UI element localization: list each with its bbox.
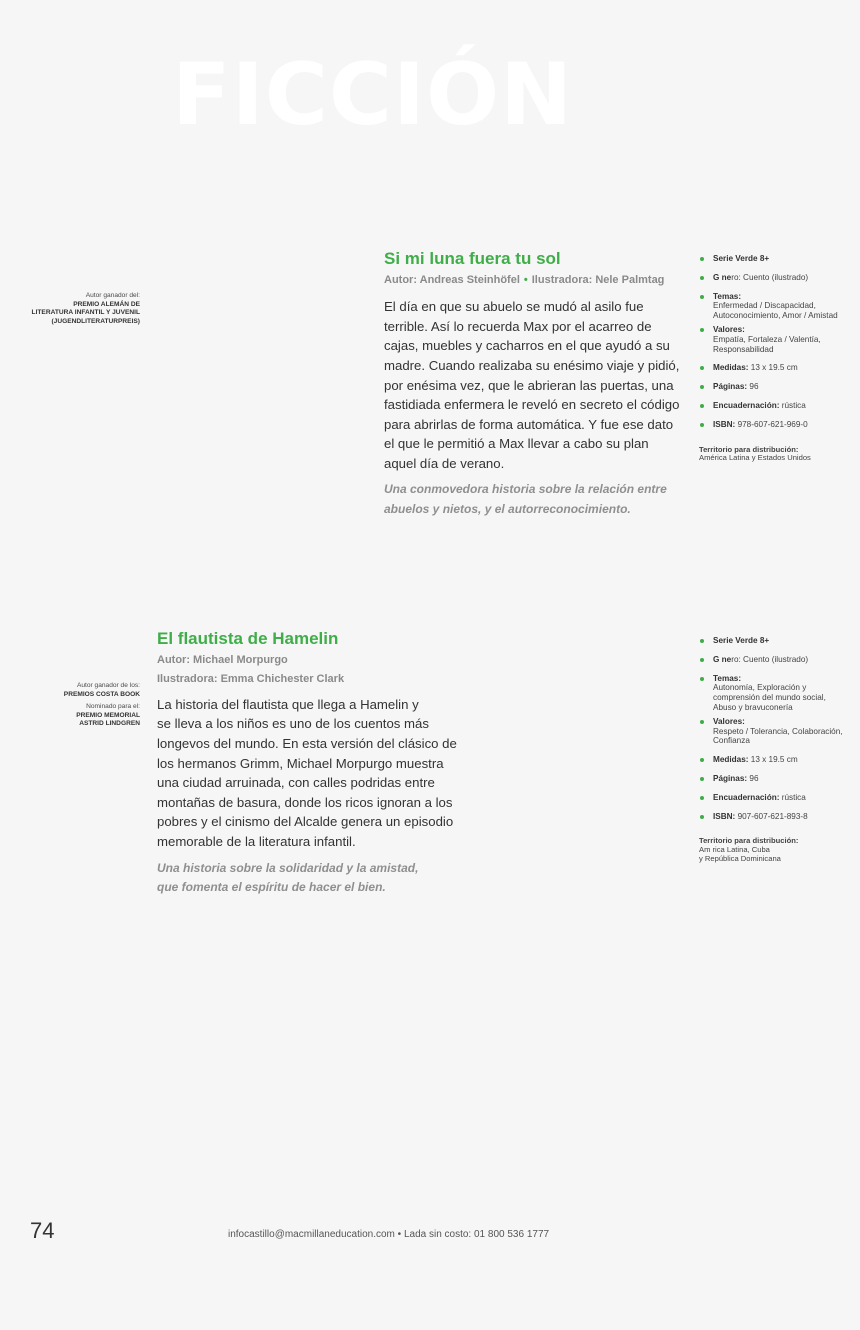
spec-serie: Serie Verde 8+ bbox=[699, 254, 849, 264]
distribution-territory: Territorio para distribución: América Latina y Estados Unidos bbox=[699, 444, 811, 463]
award-label: Nominado para el: bbox=[86, 703, 140, 711]
award-label: Autor ganador del: bbox=[85, 292, 140, 299]
award-entry bbox=[20, 292, 140, 326]
award-note bbox=[20, 292, 140, 330]
book-synopsis bbox=[157, 695, 467, 852]
award-note bbox=[20, 682, 140, 733]
synopsis-line: montañas de basura, donde los ricos ignoran a los bbox=[157, 794, 453, 810]
author-credit: Autor: Michael Morpurgo bbox=[157, 654, 288, 667]
award-entry bbox=[20, 682, 140, 699]
tagline-line: Una historia sobre la solidaridad y la amistad, bbox=[157, 860, 419, 875]
spec-medidas: Medidas: 13 x 19.5 cm bbox=[699, 363, 849, 373]
spec-temas: Temas: Enfermedad / Discapacidad, Autoconocimiento, Amor / Amistad bbox=[699, 292, 849, 321]
spec-isbn: ISBN: 978-607-621-969-0 bbox=[699, 420, 849, 430]
synopsis-line: una ciudad arruinada, con calles podridas entre bbox=[157, 775, 435, 791]
spec-genero: G nero: Cuento (ilustrado) bbox=[699, 273, 849, 283]
synopsis-line: pobres y el cinismo del Alcalde genera un episodio bbox=[157, 814, 454, 830]
synopsis-line: madre. Cuando realizaba su enésimo viaje y pidió, bbox=[384, 357, 680, 373]
synopsis-line: longevos del mundo. En esta versión del clásico de bbox=[157, 736, 457, 752]
synopsis-line: cajas, muebles y cacharros en el que ayudó a su bbox=[384, 338, 670, 354]
distribution-territory: Territorio para distribución: Am rica Latina, Cuba y República Dominicana bbox=[699, 836, 799, 863]
synopsis-line: memorable de la literatura infantil. bbox=[157, 834, 356, 850]
spec-serie: Serie Verde 8+ bbox=[699, 636, 849, 646]
book-title: El flautista de Hamelin bbox=[157, 629, 339, 648]
spec-encuadernacion: Encuadernación: rústica bbox=[699, 793, 849, 803]
spec-paginas: Páginas: 96 bbox=[699, 774, 849, 784]
spec-valores: Valores: Respeto / Tolerancia, Colaboración, Confianza bbox=[699, 717, 849, 746]
synopsis-line: se lleva a los niños es uno de los cuentos más bbox=[157, 716, 429, 732]
synopsis-line: el que le permitió a Max llevar a cabo su plan bbox=[384, 436, 649, 452]
synopsis-line: La historia del flautista que llega a Hamelin y bbox=[157, 696, 419, 712]
award-name: LITERATURA INFANTIL Y JUVENIL bbox=[31, 309, 140, 317]
synopsis-line: aquel día de verano. bbox=[384, 455, 505, 471]
separator-dot: • bbox=[523, 274, 528, 287]
book-specs bbox=[699, 254, 849, 463]
book-tagline bbox=[157, 859, 467, 898]
award-name: PREMIO ALEMÁN DE bbox=[73, 300, 140, 308]
synopsis-line: terrible. Así lo recuerda Max por el acarreo de bbox=[384, 318, 652, 334]
illustrator-credit: Ilustradora: Emma Chichester Clark bbox=[157, 673, 345, 686]
award-label: Autor ganador de los: bbox=[76, 682, 140, 689]
award-name: ASTRID LINDGREN bbox=[79, 720, 140, 728]
footer-contact: infocastillo@macmillaneducation.com • Lada sin costo: 01 800 536 1777 bbox=[228, 1229, 550, 1240]
spec-medidas: Medidas: 13 x 19.5 cm bbox=[699, 755, 849, 765]
spec-temas: Temas: Autonomía, Exploración y comprensión del mundo social, Abuso y bravuconería bbox=[699, 674, 849, 713]
page-number: 74 bbox=[30, 1218, 55, 1243]
book-credits bbox=[384, 274, 694, 288]
award-name: (JUGENDLITERATURPREIS) bbox=[51, 317, 140, 325]
book-entry bbox=[157, 629, 467, 898]
spec-encuadernacion: Encuadernación: rústica bbox=[699, 401, 849, 411]
tagline-line: abuelos y nietos, y el autorreconocimiento. bbox=[384, 501, 631, 516]
book-tagline bbox=[384, 480, 694, 519]
spec-isbn: ISBN: 907-607-621-893-8 bbox=[699, 812, 849, 822]
spec-paginas: Páginas: 96 bbox=[699, 382, 849, 392]
award-name: PREMIOS COSTA BOOK bbox=[63, 690, 140, 698]
tagline-line: Una conmovedora historia sobre la relación entre bbox=[384, 482, 667, 497]
tagline-line: que fomenta el espíritu de hacer el bien. bbox=[157, 880, 386, 895]
book-synopsis bbox=[384, 297, 694, 473]
award-name: PREMIO MEMORIAL bbox=[76, 711, 140, 719]
spec-valores: Valores: Empatía, Fortaleza / Valentía, Responsabilidad bbox=[699, 325, 849, 354]
author-credit: Autor: Andreas Steinhöfel bbox=[384, 274, 520, 287]
book-title: Si mi luna fuera tu sol bbox=[384, 249, 561, 268]
book-specs bbox=[699, 636, 849, 863]
illustrator-credit: Ilustradora: Nele Palmtag bbox=[531, 274, 665, 287]
synopsis-line: por enésima vez, que le abrieran las puertas, una bbox=[384, 377, 674, 393]
synopsis-line: El día en que su abuelo se mudó al asilo fue bbox=[384, 299, 644, 315]
synopsis-line: para abrirlas de forma automática. Y fue ese dato bbox=[384, 416, 674, 432]
book-entry bbox=[384, 249, 694, 519]
award-entry bbox=[20, 703, 140, 729]
synopsis-line: los hermanos Grimm, Michael Morpurgo muestra bbox=[157, 755, 444, 771]
spec-genero: G nero: Cuento (ilustrado) bbox=[699, 655, 849, 665]
section-title: FICCIÓN bbox=[172, 45, 574, 145]
synopsis-line: fastidiada enfermera le reveló en secreto el código bbox=[384, 397, 680, 413]
